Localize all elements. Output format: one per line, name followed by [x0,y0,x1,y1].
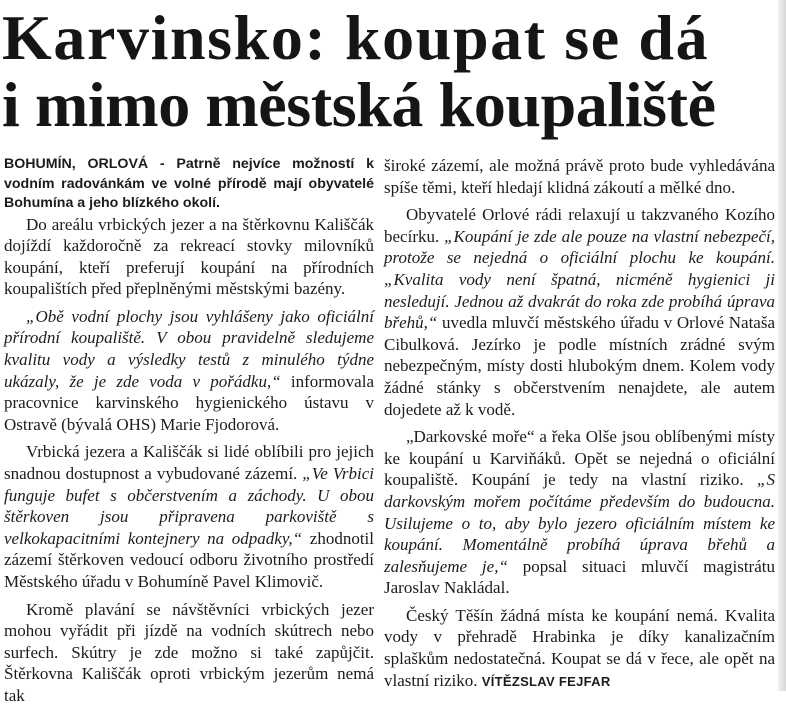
paragraph-text: popsal situaci mluvčí magistrátu Jaroslav Nakládal. [384,556,775,598]
author-signature: VÍTĚZSLAV FEJFAR [481,673,611,689]
article-headline [2,4,762,138]
paragraph: široké zázemí, ale možná právě proto bude vyhledávána spíše těmi, kteří hledají klidná zákoutí a mělké dno. [384,156,775,197]
headline-line-1: Karvinsko: koupat se dá [2,2,710,73]
paragraph-text: zhodnotil zázemí štěrkoven vedoucí odboru životního prostředí Městského úřadu v Bohumíně Pavel Klimovič. [4,528,374,591]
paragraph: Do areálu vrbických jezer a na štěrkovnu Kališčák dojíždí každoročně za rekreací stovky milovníků koupání, kteří preferují koupání na přírodních koupalištích před přeplněnými městskými bazény. [4,214,374,299]
paragraph [4,306,374,436]
lead-paragraph: BOHUMÍN, ORLOVÁ - Patrně nejvíce možností k vodním radovánkám ve volné přírodě mají obyvatelé Bohumína a jeho blízkého okolí. [4,156,374,211]
paragraph-text: uvedla mluvčí městského úřadu v Orlové Nataša Cibulková. Jezírko je podle místních zrádné svým nebezpečným, místy dosti hlubokým dnem. Kolem vody žádné stánky s občerstvením nenajdete, ale autem dojedete až k vodě. [384,313,775,419]
left-column [4,155,374,707]
paragraph-text: „Darkovské moře“ a řeka Olše jsou oblíbenými místy ke koupání u Karviňáků. Opět se nejedná o oficiální koupaliště. Koupání je tedy na vlastní riziko. [384,427,775,490]
paragraph: Kromě plavání se návštěvníci vrbických jezer mohou vyřádit při jízdě na vodních skútrech nebo surfech. Skútry je zde možno si také zapůjčit. Štěrkovna Kališčák oproti vrbickým jezerům nemá tak [4,599,374,705]
quote: „S darkovským mořem počítáme především do budoucna. Usilujeme o to, aby bylo jezero oficiálním místem ke koupání. Momentálně probíhá úprava břehů a zalesňujeme je,“ [384,470,775,576]
paragraph [384,204,775,420]
right-column [384,155,775,692]
paragraph [4,441,374,592]
headline-line-2: i mimo městská koupaliště [2,69,716,140]
paragraph-text: Vrbická jezera a Kališčák si lidé oblíbili pro jejich snadnou dostupnost a vybudované zázemí. [4,442,374,484]
quote: „Obě vodní plochy jsou vyhlášeny jako oficiální přírodní koupaliště. V obou pravidelně sledujeme kvalitu vody a výsledky testů z minulého týdne ukázaly, že je zde voda v pořádku,“ [4,306,374,391]
paragraph-text: Obyvatelé Orlové rádi relaxují u takzvaného Kozího becírku. [384,205,775,246]
paragraph [384,605,775,692]
quote: „Koupání je zde ale pouze na vlastní nebezpečí, protože se nejedná o oficiální plochu ke koupání. „Kvalita vody není špatná, nicméně hygienici ji nesledují. Jednou až dvakrát do roka zde probíhá úprava břehů,“ [384,226,775,333]
page-edge-shadow [778,0,786,691]
paragraph [384,426,775,599]
paragraph-text: Český Těšín žádná místa ke koupání nemá. Kvalita vody v přehradě Hrabinka je díky kanalizačním splaškům nedostatečná. Koupat se dá v řece, ale opět na vlastní riziko. [384,605,775,690]
quote: „Ve Vrbici funguje bufet s občerstvením a záchody. U obou štěrkoven jsou připravena parkoviště s velkokapacitními kontejnery na odpadky,“ [4,464,374,548]
paragraph-text: informovala pracovnice karvinského hygienického ústavu v Ostravě (bývalá OHS) Marie Fjodorová. [4,371,374,434]
